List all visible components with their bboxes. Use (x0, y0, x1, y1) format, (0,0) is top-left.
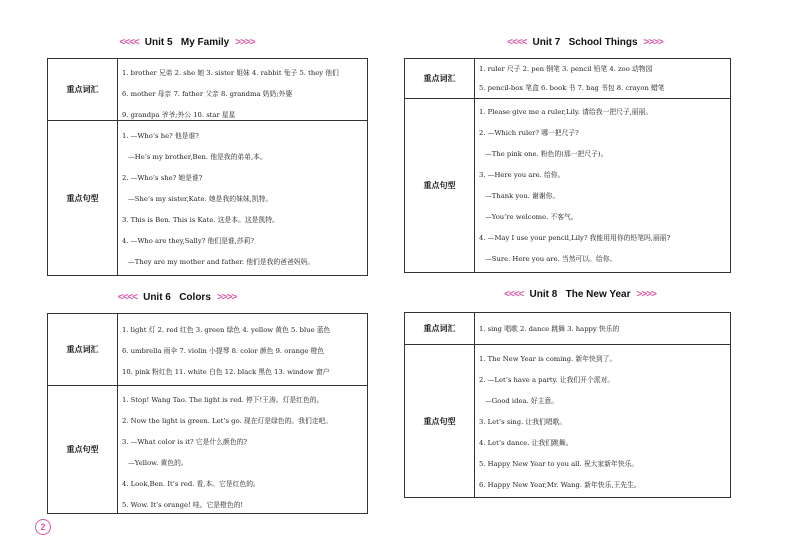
sentence-line: 2. Now the light is green. Let’s go. 现在灯是绿色的。我们走吧。 (122, 417, 333, 425)
vocab-cell (475, 313, 730, 345)
vocab-line: 1. brother 兄弟 2. she 她 3. sister 姐妹 4. rabbit 兔子 5. they 他们 (122, 69, 339, 77)
unit-8-table (404, 312, 731, 498)
sentence-label: 重点句型 (48, 121, 118, 275)
vocab-label: 重点词汇 (405, 59, 475, 99)
unit-6-table (47, 313, 368, 514)
sentence-line: 2. —Which ruler? 哪一把尺子? (479, 129, 579, 137)
unit-title (470, 34, 700, 50)
sentence-line: —The pink one. 粉色的(那一把尺子)。 (485, 150, 608, 158)
sentence-line: —She’s my sister,Kate. 她是我的妹妹,凯特。 (128, 195, 273, 203)
unit-8-title: Unit 8 The New Year (529, 288, 631, 300)
sentence-label: 重点句型 (405, 345, 475, 497)
sentence-line: 4. —May I use your pencil,Lily? 我能用用你的铅笔吗,丽丽? (479, 234, 671, 242)
sentence-cell (118, 386, 367, 513)
left-arrows-icon: <<<< (507, 36, 527, 48)
sentence-label: 重点句型 (405, 99, 475, 272)
sentence-line: 1. Stop! Wang Tao. The light is red. 停下!王涛。灯是红色的。 (122, 396, 324, 404)
sentence-line: —Thank you. 谢谢你。 (485, 192, 560, 200)
vocab-label: 重点词汇 (48, 59, 118, 121)
sentence-line: 5. Wow. It’s orange! 哇。它是橙色的! (122, 501, 244, 509)
sentence-line: —They are my mother and father. 他们是我的爸爸妈妈。 (128, 258, 315, 266)
sentence-line: 3. —Here you are. 给你。 (479, 171, 565, 179)
sentence-line: 4. —Who are they,Sally? 他们是谁,莎莉? (122, 237, 255, 245)
unit-7-title: Unit 7 School Things (532, 36, 638, 48)
sentence-line: 4. Let’s dance. 让我们跳舞。 (479, 439, 573, 447)
left-arrows-icon: <<<< (504, 288, 524, 300)
sentence-line: —Yellow. 黄色的。 (128, 459, 188, 467)
sentence-cell (475, 99, 730, 272)
sentence-line: 1. —Who’s he? 他是谁? (122, 132, 199, 140)
sentence-line: 3. Let’s sing. 让我们唱歌。 (479, 418, 567, 426)
unit-6-title: Unit 6 Colors (143, 291, 211, 303)
sentence-cell (118, 121, 367, 275)
vocab-cell (118, 59, 367, 121)
unit-7-table (404, 58, 731, 273)
sentence-line: 4. Look,Ben. It’s red. 看,本。它是红色的。 (122, 480, 260, 488)
unit-title (47, 289, 307, 305)
sentence-line: 3. This is Ben. This is Kate. 这是本。这是凯特。 (122, 216, 279, 224)
sentence-line: —He’s my brother,Ben. 他是我的弟弟,本。 (128, 153, 267, 161)
sentence-line: 1. Please give me a ruler,Lily. 请给我一把尺子,丽丽。 (479, 108, 653, 116)
vocab-line: 1. sing 唱歌 2. dance 跳舞 3. happy 快乐的 (479, 325, 620, 333)
unit-title (47, 34, 327, 50)
left-arrows-icon: <<<< (117, 291, 138, 303)
unit-title (470, 286, 690, 302)
vocab-line: 1. light 灯 2. red 红色 3. green 绿色 4. yellow 黄色 5. blue 蓝色 (122, 326, 331, 334)
right-arrows-icon: >>>> (636, 288, 656, 300)
sentence-line: 5. Happy New Year to you all. 祝大家新年快乐。 (479, 460, 639, 468)
sentence-line: 6. Happy New Year,Mr. Wang. 新年快乐,王先生。 (479, 481, 641, 489)
right-arrows-icon: >>>> (235, 36, 255, 48)
page-number: 2 (35, 519, 51, 535)
sentence-line: 2. —Let’s have a party. 让我们开个派对。 (479, 376, 615, 384)
vocab-label: 重点词汇 (48, 314, 118, 386)
vocab-cell (475, 59, 730, 99)
sentence-line: 2. —Who’s she? 她是谁? (122, 174, 203, 182)
vocab-line: 6. umbrella 雨伞 7. violin 小提琴 8. color 颜色 9. orange 橙色 (122, 347, 325, 355)
sentence-label: 重点句型 (48, 386, 118, 513)
right-arrows-icon: >>>> (216, 291, 237, 303)
sentence-line: —Sure. Here you are. 当然可以。给你。 (485, 255, 617, 263)
left-arrows-icon: <<<< (119, 36, 139, 48)
vocab-line: 1. ruler 尺子 2. pen 钢笔 3. pencil 铅笔 4. zoo 动物园 (479, 65, 653, 73)
vocab-line: 6. mother 母亲 7. father 父亲 8. grandma 奶奶;外婆 (122, 90, 293, 98)
sentence-line: —Good idea. 好主意。 (485, 397, 559, 405)
vocab-label: 重点词汇 (405, 313, 475, 345)
sentence-line: 3. —What color is it? 它是什么颜色的? (122, 438, 248, 446)
sentence-cell (475, 345, 730, 497)
vocab-line: 9. grandpa 爷爷;外公 10. star 星星 (122, 111, 236, 119)
unit-5-table (47, 58, 368, 276)
unit-5-title: Unit 5 My Family (144, 36, 230, 48)
sentence-line: —You’re welcome. 不客气。 (485, 213, 578, 221)
right-arrows-icon: >>>> (643, 36, 663, 48)
sentence-line: 1. The New Year is coming. 新年快到了。 (479, 355, 617, 363)
vocab-cell (118, 314, 367, 386)
vocab-line: 10. pink 粉红色 11. white 白色 12. black 黑色 13. window 窗户 (122, 368, 330, 376)
vocab-line: 5. pencil-box 笔盒 6. book 书 7. bag 书包 8. crayon 蜡笔 (479, 84, 665, 92)
